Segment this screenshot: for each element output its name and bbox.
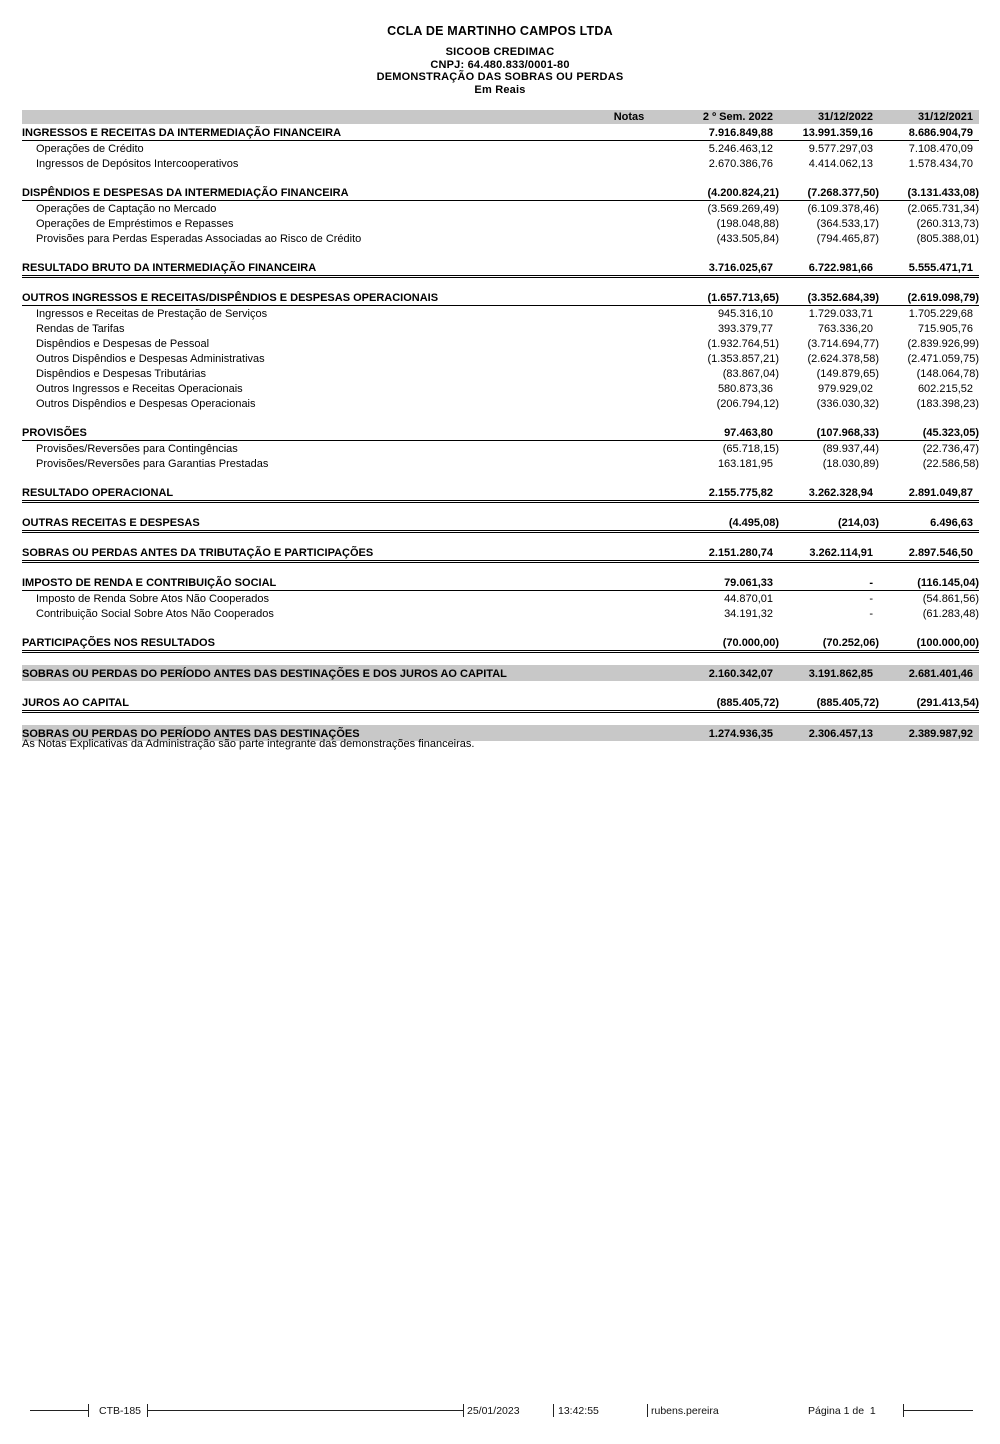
- row-label: PROVISÕES: [22, 427, 87, 439]
- row-value: (214,03): [838, 517, 879, 529]
- row-value: (2.471.059,75): [907, 353, 979, 365]
- row-value: 2.306.457,13: [808, 728, 873, 740]
- row-value: (885.405,72): [816, 697, 879, 709]
- row-label: INGRESSOS E RECEITAS DA INTERMEDIAÇÃO FINANCEIRA: [22, 127, 342, 139]
- row-value: (7.268.377,50): [807, 187, 879, 199]
- row-label: Provisões/Reversões para Contingências: [36, 443, 238, 455]
- column-header-row: [22, 110, 979, 124]
- section-gap: [22, 621, 979, 635]
- row-label: Rendas de Tarifas: [36, 323, 125, 335]
- row-value: (260.313,73): [916, 218, 979, 230]
- statement-row: [22, 456, 979, 471]
- row-label: OUTROS INGRESSOS E RECEITAS/DISPÊNDIOS E DESPESAS OPERACIONAIS: [22, 292, 439, 304]
- row-value: 6.722.981,66: [808, 262, 873, 274]
- row-value: 6.496,63: [930, 517, 973, 529]
- row-value: (2.839.926,99): [907, 338, 979, 350]
- row-label: PARTICIPAÇÕES NOS RESULTADOS: [22, 637, 215, 649]
- statement-row: [22, 575, 979, 591]
- section-gap: [22, 501, 979, 515]
- row-value: (1.657.713,65): [707, 292, 779, 304]
- row-label: Outros Dispêndios e Despesas Administrativas: [36, 353, 265, 365]
- footer-rule-right: [903, 1410, 973, 1411]
- row-value: (65.718,15): [722, 443, 779, 455]
- row-label: Imposto de Renda Sobre Atos Não Cooperados: [36, 593, 269, 605]
- row-label: Operações de Captação no Mercado: [36, 203, 217, 215]
- row-value: 602.215,52: [917, 383, 973, 395]
- column-header-2021: 31/12/2021: [917, 111, 973, 123]
- statement-row: [22, 515, 979, 531]
- row-value: (22.586,58): [922, 458, 979, 470]
- row-value: 163.181,95: [717, 458, 773, 470]
- footer-rule-middle: [147, 1410, 463, 1411]
- print-date: 25/01/2023: [467, 1405, 520, 1417]
- statement-row: [22, 591, 979, 606]
- row-label: RESULTADO BRUTO DA INTERMEDIAÇÃO FINANCEIRA: [22, 262, 317, 274]
- section-gap: [22, 561, 979, 575]
- report-code: CTB-185: [99, 1405, 142, 1417]
- row-value: (805.388,01): [916, 233, 979, 245]
- row-value: (1.932.764,51): [707, 338, 779, 350]
- row-value: 1.274.936,35: [708, 728, 773, 740]
- statement-row: [22, 260, 979, 276]
- row-value: (107.968,33): [816, 427, 879, 439]
- statement-row: [22, 351, 979, 366]
- row-value: (183.398,23): [916, 398, 979, 410]
- row-value: (4.495,08): [728, 517, 779, 529]
- statement-row: [22, 485, 979, 501]
- row-label: Dispêndios e Despesas de Pessoal: [36, 338, 210, 350]
- row-label: SOBRAS OU PERDAS DO PERÍODO ANTES DAS DESTINAÇÕES E DOS JUROS AO CAPITAL: [22, 668, 507, 680]
- row-value: (885.405,72): [716, 697, 779, 709]
- row-value: 7.916.849,88: [708, 127, 773, 139]
- row-label: Ingressos e Receitas de Prestação de Serviços: [36, 308, 268, 320]
- section-gap: [22, 171, 979, 185]
- row-value: (2.065.731,34): [907, 203, 979, 215]
- row-value: (18.030,89): [822, 458, 879, 470]
- statement-row: [22, 290, 979, 306]
- row-label: SOBRAS OU PERDAS ANTES DA TRIBUTAÇÃO E PARTICIPAÇÕES: [22, 547, 374, 559]
- row-value: 2.897.546,50: [908, 547, 973, 559]
- row-value: -: [869, 608, 873, 620]
- statement-row: [22, 231, 979, 246]
- section-gap: [22, 411, 979, 425]
- row-value: 3.191.862,85: [808, 668, 873, 680]
- row-value: (433.505,84): [716, 233, 779, 245]
- statement-row: [22, 156, 979, 171]
- row-value: (70.000,00): [722, 637, 779, 649]
- row-value: 715.905,76: [917, 323, 973, 335]
- statement-row: [22, 321, 979, 336]
- statement-row: [22, 336, 979, 351]
- row-label: Contribuição Social Sobre Atos Não Cooperados: [36, 608, 274, 620]
- row-value: 580.873,36: [717, 383, 773, 395]
- page-indicator: Página 1 de 1: [808, 1405, 876, 1417]
- statement-row: [22, 441, 979, 456]
- row-value: 8.686.904,79: [908, 127, 973, 139]
- row-value: 2.151.280,74: [708, 547, 773, 559]
- row-value: (3.352.684,39): [807, 292, 879, 304]
- section-gap: [22, 681, 979, 695]
- row-value: 945.316,10: [717, 308, 773, 320]
- cnpj-line: CNPJ: 64.480.833/0001-80: [430, 58, 570, 71]
- statement-row: [22, 396, 979, 411]
- row-value: 2.155.775,82: [708, 487, 773, 499]
- statement-row: [22, 545, 979, 561]
- row-value: 7.108.470,09: [908, 143, 973, 155]
- row-value: 3.262.328,94: [808, 487, 873, 499]
- row-label: Outros Ingressos e Receitas Operacionais: [36, 383, 243, 395]
- row-value: (70.252,06): [822, 637, 879, 649]
- row-value: 2.891.049,87: [908, 487, 973, 499]
- row-value: -: [869, 593, 873, 605]
- row-label: Operações de Crédito: [36, 143, 144, 155]
- currency-note: Em Reais: [474, 83, 526, 96]
- row-value: 2.160.342,07: [708, 668, 773, 680]
- row-value: 4.414.062,13: [808, 158, 873, 170]
- statement-row: [22, 306, 979, 321]
- section-gap: [22, 471, 979, 485]
- statement-row: [22, 606, 979, 621]
- row-value: 763.336,20: [817, 323, 873, 335]
- row-value: (54.861,56): [922, 593, 979, 605]
- statement-row: [22, 381, 979, 396]
- row-value: (116.145,04): [917, 577, 979, 589]
- statement-row: [22, 665, 979, 681]
- row-label: Outros Dispêndios e Despesas Operacionais: [36, 398, 256, 410]
- row-value: (45.323,05): [922, 427, 979, 439]
- row-value: 9.577.297,03: [808, 143, 873, 155]
- row-value: (206.794,12): [716, 398, 779, 410]
- row-value: (22.736,47): [922, 443, 979, 455]
- row-value: (61.283,48): [922, 608, 979, 620]
- row-value: (148.064,78): [916, 368, 979, 380]
- footer-tick: [647, 1404, 648, 1417]
- row-value: (3.569.269,49): [707, 203, 779, 215]
- statement-row: [22, 141, 979, 156]
- row-value: 1.705.229,68: [908, 308, 973, 320]
- row-value: 2.389.987,92: [908, 728, 973, 740]
- footer-tick: [553, 1404, 554, 1417]
- row-value: 3.262.114,91: [809, 547, 873, 559]
- page-footer: [0, 1398, 1000, 1424]
- row-value: (2.624.378,58): [807, 353, 879, 365]
- statement-table: [22, 110, 979, 741]
- row-value: (1.353.857,21): [707, 353, 779, 365]
- statement-row: [22, 201, 979, 216]
- section-gap: [22, 246, 979, 260]
- row-value: (4.200.824,21): [707, 187, 779, 199]
- row-value: (364.533,17): [816, 218, 879, 230]
- section-gap: [22, 276, 979, 290]
- row-value: 2.681.401,46: [908, 668, 973, 680]
- company-name: CCLA DE MARTINHO CAMPOS LTDA: [387, 24, 613, 38]
- column-header-2022: 31/12/2022: [817, 111, 873, 123]
- row-value: (83.867,04): [722, 368, 779, 380]
- section-gap: [22, 711, 979, 725]
- column-header-sem2022: 2 º Sem. 2022: [702, 111, 773, 123]
- row-value: 979.929,02: [817, 383, 873, 395]
- row-value: 1.729.033,71: [808, 308, 873, 320]
- row-value: 1.578.434,70: [908, 158, 973, 170]
- row-value: 13.991.359,16: [802, 127, 873, 139]
- institution-name: SICOOB CREDIMAC: [445, 46, 555, 58]
- row-label: Provisões para Perdas Esperadas Associadas ao Risco de Crédito: [36, 233, 362, 245]
- footer-tick: [88, 1404, 89, 1417]
- row-value: 34.191,32: [724, 608, 773, 620]
- row-value: (3.131.433,08): [907, 187, 979, 199]
- row-label: DISPÊNDIOS E DESPESAS DA INTERMEDIAÇÃO FINANCEIRA: [22, 187, 349, 199]
- section-gap: [22, 651, 979, 665]
- print-user: rubens.pereira: [651, 1405, 719, 1417]
- section-gap: [22, 531, 979, 545]
- row-value: 79.061,33: [724, 577, 773, 589]
- row-value: (100.000,00): [916, 637, 979, 649]
- row-value: (2.619.098,79): [907, 292, 979, 304]
- row-label: Ingressos de Depósitos Intercooperativos: [36, 158, 239, 170]
- statement-row: [22, 185, 979, 201]
- row-label: RESULTADO OPERACIONAL: [22, 487, 174, 499]
- title-block: [0, 24, 1000, 96]
- column-header-notas: Notas: [613, 111, 645, 123]
- row-label: SOBRAS OU PERDAS DO PERÍODO ANTES DAS DESTINAÇÕES: [22, 728, 360, 740]
- row-label: OUTRAS RECEITAS E DESPESAS: [22, 517, 200, 529]
- row-label: IMPOSTO DE RENDA E CONTRIBUIÇÃO SOCIAL: [22, 577, 277, 589]
- statement-row: [22, 366, 979, 381]
- statement-row: [22, 216, 979, 231]
- statement-row: [22, 635, 979, 651]
- row-value: (291.413,54): [916, 697, 979, 709]
- row-value: (794.465,87): [816, 233, 879, 245]
- footer-rule-left: [30, 1410, 88, 1411]
- row-value: 97.463,80: [724, 427, 773, 439]
- statement-row: [22, 425, 979, 441]
- row-value: 2.670.386,76: [708, 158, 773, 170]
- row-value: 5.246.463,12: [708, 143, 773, 155]
- row-value: 44.870,01: [724, 593, 773, 605]
- row-value: -: [869, 577, 873, 589]
- row-value: 393.379,77: [717, 323, 773, 335]
- row-label: Provisões/Reversões para Garantias Prestadas: [36, 458, 269, 470]
- row-value: (336.030,32): [816, 398, 879, 410]
- statement-rows: [22, 125, 979, 741]
- explanatory-footnote: As Notas Explicativas da Administração são parte integrante das demonstrações financeiras.: [22, 738, 475, 750]
- statement-row: [22, 125, 979, 141]
- row-value: 3.716.025,67: [708, 262, 773, 274]
- column-header-description: [22, 110, 599, 124]
- statement-title: DEMONSTRAÇÃO DAS SOBRAS OU PERDAS: [376, 71, 624, 83]
- row-value: (6.109.378,46): [807, 203, 879, 215]
- row-label: Dispêndios e Despesas Tributárias: [36, 368, 206, 380]
- row-value: 5.555.471,71: [908, 262, 973, 274]
- footer-tick: [463, 1404, 464, 1417]
- row-label: Operações de Empréstimos e Repasses: [36, 218, 234, 230]
- row-value: (198.048,88): [716, 218, 779, 230]
- row-value: (89.937,44): [822, 443, 879, 455]
- row-value: (3.714.694,77): [807, 338, 879, 350]
- statement-row: [22, 695, 979, 711]
- print-time: 13:42:55: [558, 1405, 599, 1417]
- row-label: JUROS AO CAPITAL: [22, 697, 129, 709]
- row-value: (149.879,65): [816, 368, 879, 380]
